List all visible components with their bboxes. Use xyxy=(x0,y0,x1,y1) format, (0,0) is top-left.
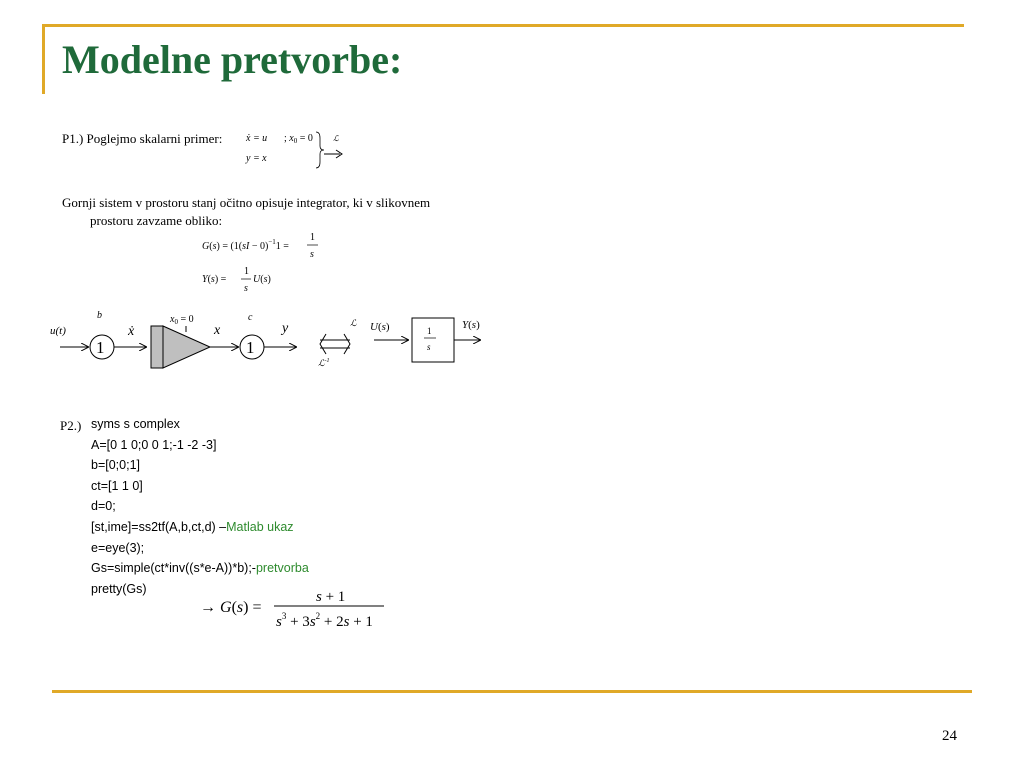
svg-text:s: s xyxy=(310,249,314,260)
label-y: y xyxy=(282,321,289,336)
laplace-small-icon: ℒ xyxy=(333,134,339,143)
label-c: c xyxy=(248,312,253,323)
code-line: e=eye(3); xyxy=(91,540,145,555)
p2-label: P2.) xyxy=(60,418,82,433)
input-label-u: u(t) xyxy=(50,325,66,337)
result-numerator: s + 1 xyxy=(316,589,346,605)
label-xdot: ẋ xyxy=(128,324,135,339)
code-comment: pretvorba xyxy=(255,561,309,576)
code-line: [st,ime]=ss2tf(A,b,ct,d) –Matlab ukaz xyxy=(91,519,294,534)
svg-text:1: 1 xyxy=(244,266,249,277)
inverse-laplace-label: ℒ$^{-1}$ xyxy=(318,358,330,368)
code-line: b=[0;0;1] xyxy=(91,458,140,473)
result-transfer-function xyxy=(200,582,400,632)
p1-eq-x0: ; $x_0 = 0$ xyxy=(284,133,313,145)
eq-Y: Y(s) = xyxy=(202,274,227,285)
transfer-function-block xyxy=(412,318,454,362)
title-accent-vertical-rule xyxy=(42,24,45,94)
code-comment: Matlab ukaz xyxy=(226,519,294,534)
p1-state-equations xyxy=(240,128,360,170)
p1-label: P1.) Poglejmo skalarni primer: xyxy=(62,131,223,146)
paragraph-line-1: Gornji sistem v prostoru stanj očitno opisuje integrator, ki v slikovnem xyxy=(62,195,431,210)
page-number: 24 xyxy=(942,728,957,744)
eq-G: G(s) = (1(sI − 0)$^{-1}$1 = xyxy=(202,238,289,252)
slide-title: Modelne pretvorbe: xyxy=(62,37,403,82)
p1-eq-output: y = x xyxy=(246,153,267,164)
gain-b-value: 1 xyxy=(96,338,105,357)
double-arrow-icon xyxy=(320,334,350,354)
right-brace xyxy=(316,132,324,168)
svg-text:1: 1 xyxy=(310,232,315,243)
transfer-function-equations xyxy=(200,230,340,296)
matlab-code-block xyxy=(91,414,309,599)
code-line: pretty(Gs) xyxy=(91,581,147,596)
svg-text:s: s xyxy=(244,283,248,294)
label-U-s: U(s) xyxy=(370,321,390,333)
description-paragraph xyxy=(62,194,492,230)
p1-eq-state: ẋ = u xyxy=(246,133,268,144)
initial-condition: $x_0 = 0$ xyxy=(170,314,194,326)
integrator-bar xyxy=(151,326,163,368)
code-line: ct=[1 1 0] xyxy=(91,478,143,493)
code-line: Gs=simple(ct*inv((s*e-A))*b);-pretvorba xyxy=(91,561,309,576)
code-line: d=0; xyxy=(91,499,116,514)
label-b: b xyxy=(97,310,102,321)
laplace-label: ℒ xyxy=(350,318,357,328)
result-lhs: → G(s) = xyxy=(200,599,262,616)
tf-numerator: 1 xyxy=(427,326,432,336)
label-x: x xyxy=(214,323,221,338)
svg-text:U(s): U(s) xyxy=(253,274,271,285)
code-line: syms s complex xyxy=(91,417,180,431)
tf-denominator: s xyxy=(427,342,431,352)
code-line: A=[0 1 0;0 0 1;-1 -2 -3] xyxy=(91,437,217,452)
header-rule xyxy=(42,24,964,27)
label-Y-s: Y(s) xyxy=(462,319,480,331)
paragraph-line-2: prostoru zavzame obliko: xyxy=(90,213,223,228)
footer-rule xyxy=(52,690,972,693)
gain-c-value: 1 xyxy=(246,338,255,357)
block-diagram xyxy=(40,300,510,390)
integrator-triangle xyxy=(163,326,210,368)
result-denominator: $s^3 + 3s^2 + 2s + 1$ xyxy=(276,611,373,630)
